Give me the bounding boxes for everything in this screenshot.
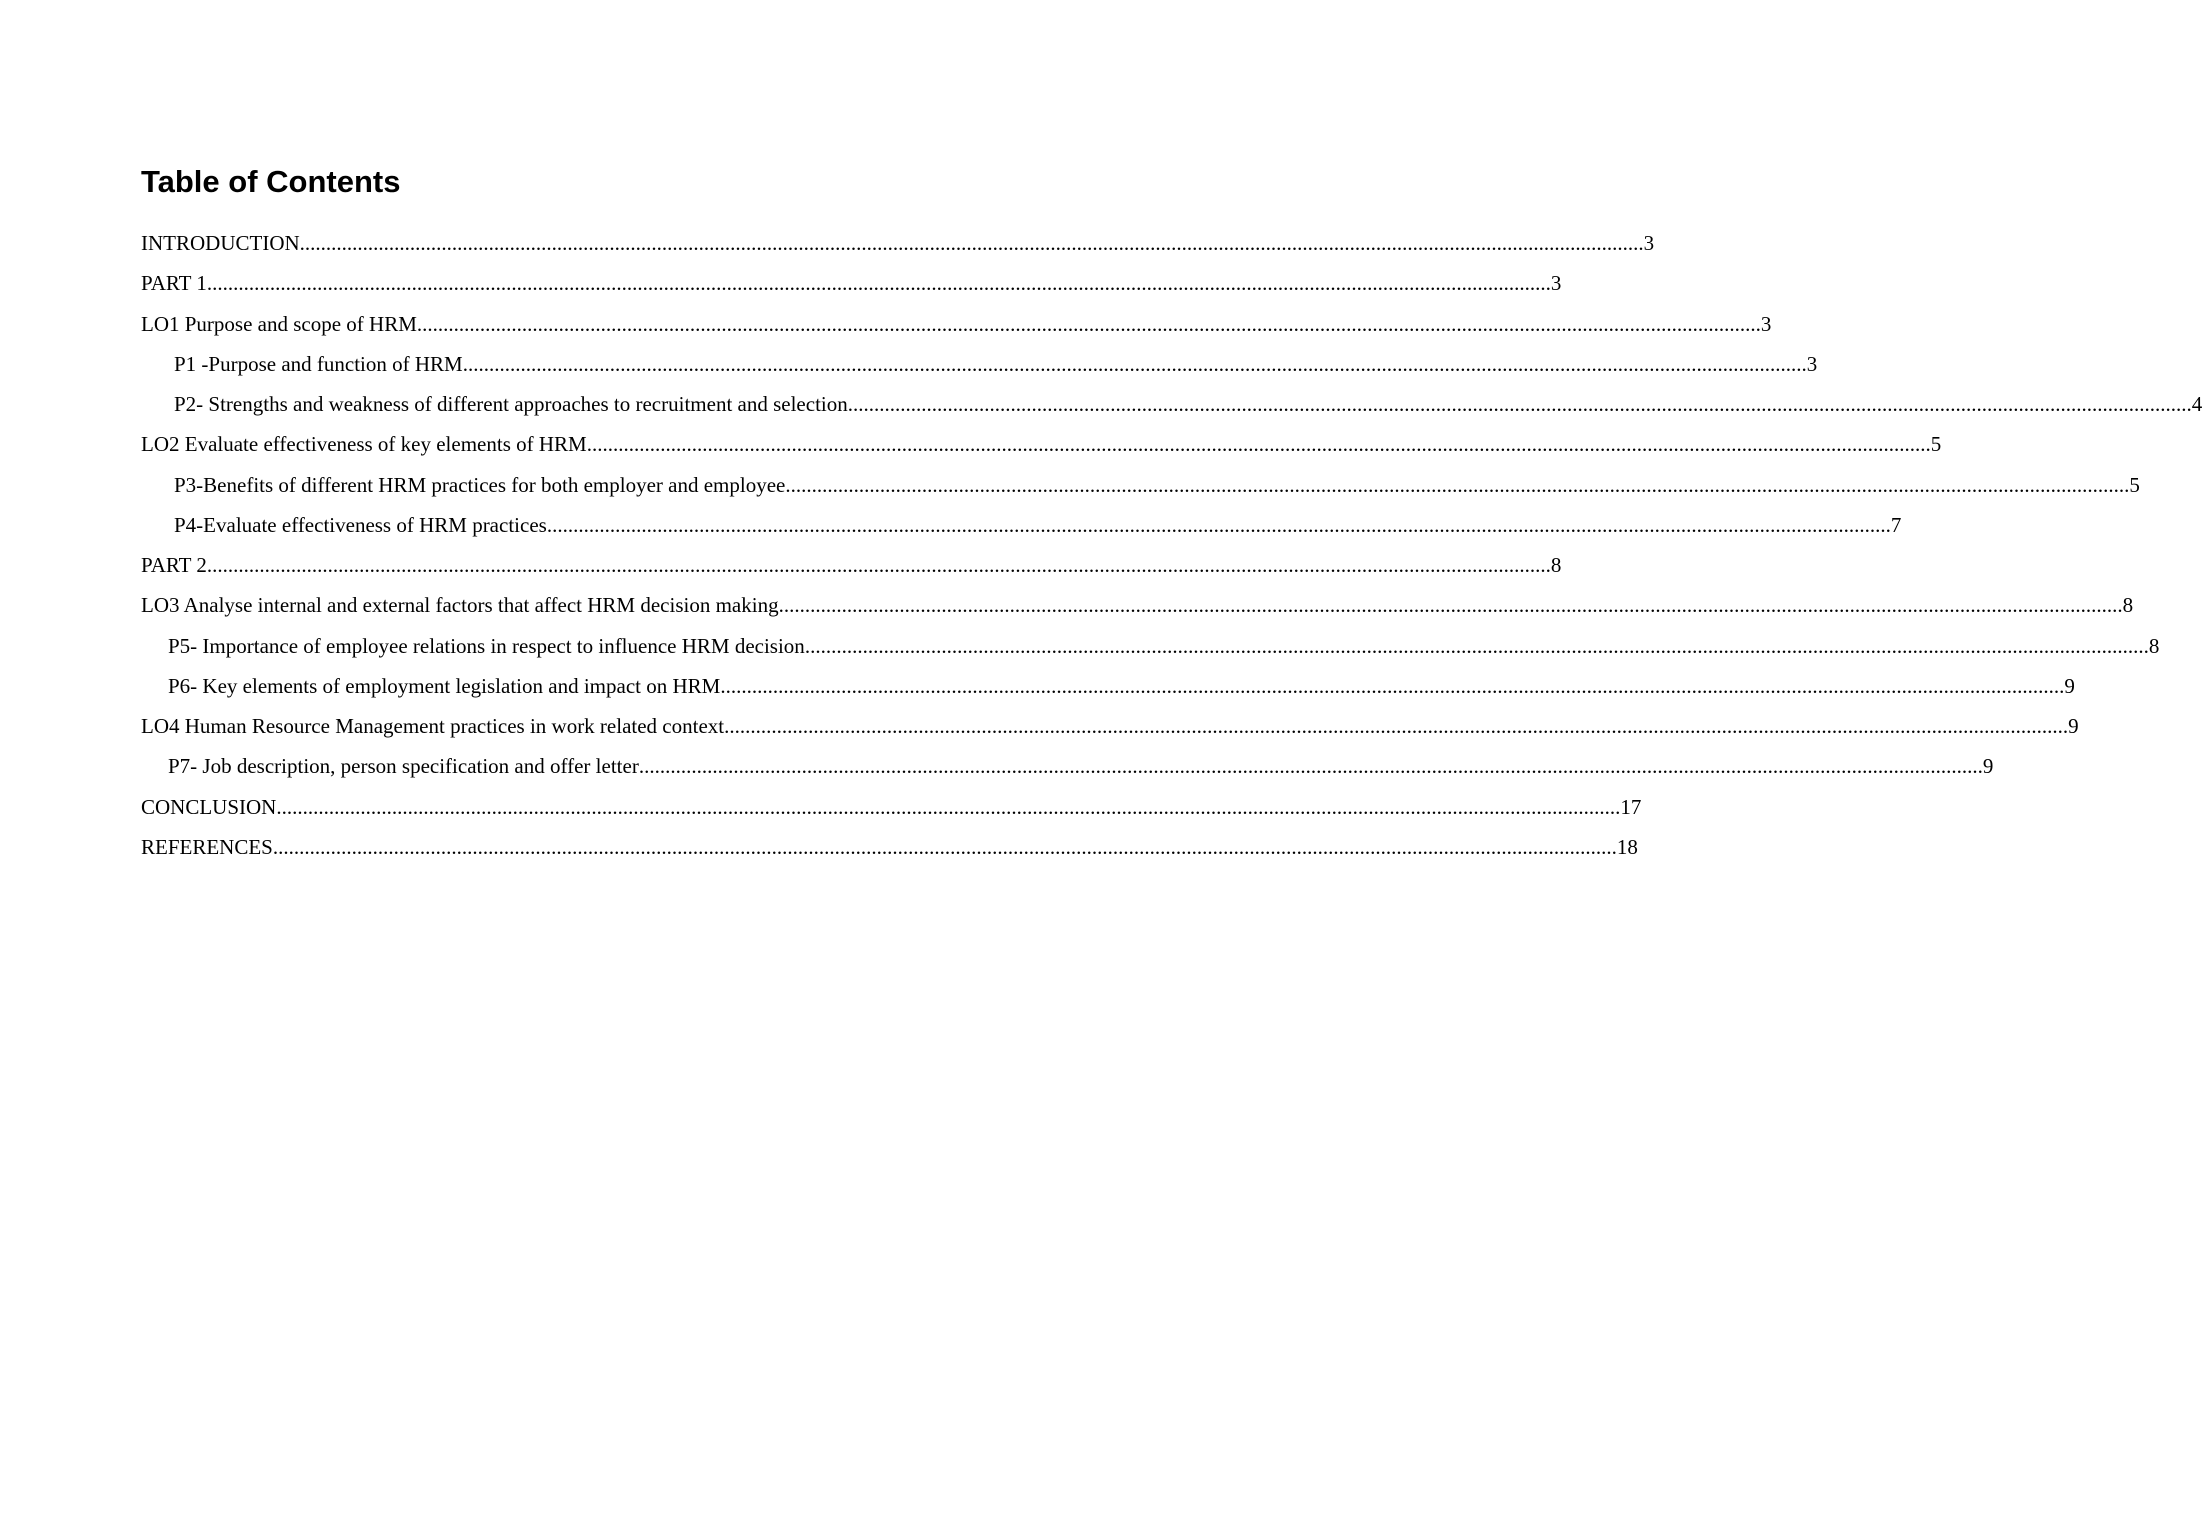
toc-dot-leader: ................................................................................................................................................................................................................................................................ bbox=[299, 231, 1644, 255]
toc-entry-introduction[interactable] bbox=[141, 229, 1655, 257]
toc-entry-text: INTRODUCTION bbox=[141, 231, 300, 255]
toc-entry-lo1[interactable] bbox=[141, 310, 1772, 338]
toc-page-number: 9 bbox=[1982, 754, 1994, 778]
toc-entry-text: P3-Benefits of different HRM practices for both employer and employee bbox=[174, 473, 786, 497]
toc-entry-lo4[interactable] bbox=[141, 712, 2079, 740]
toc-dot-leader: ................................................................................................................................................................................................................................................................ bbox=[416, 312, 1761, 336]
toc-page-number: 17 bbox=[1620, 795, 1642, 819]
toc-entry-p3[interactable] bbox=[174, 471, 2140, 499]
toc-entry-conclusion[interactable] bbox=[141, 793, 1642, 821]
toc-dot-leader: ................................................................................................................................................................................................................................................................ bbox=[206, 553, 1551, 577]
toc-entry-text: PART 2 bbox=[141, 553, 207, 577]
toc-entry-text: LO4 Human Resource Management practices in work related context bbox=[141, 714, 725, 738]
toc-entry-text: LO3 Analyse internal and external factors that affect HRM decision making bbox=[141, 593, 779, 617]
toc-page-number: 7 bbox=[1890, 513, 1902, 537]
toc-entry-text: LO1 Purpose and scope of HRM bbox=[141, 312, 417, 336]
toc-entry-part-2[interactable] bbox=[141, 551, 1562, 579]
toc-page-number: 3 bbox=[1760, 312, 1772, 336]
toc-dot-leader: ................................................................................................................................................................................................................................................................ bbox=[724, 714, 2069, 738]
toc-entry-text: CONCLUSION bbox=[141, 795, 277, 819]
toc-dot-leader: ................................................................................................................................................................................................................................................................ bbox=[272, 835, 1617, 859]
toc-page-number: 4 bbox=[2191, 392, 2202, 416]
toc-entry-text: P7- Job description, person specification and offer letter bbox=[168, 754, 639, 778]
toc-dot-leader: ................................................................................................................................................................................................................................................................ bbox=[462, 352, 1807, 376]
toc-dot-leader: ................................................................................................................................................................................................................................................................ bbox=[276, 795, 1621, 819]
toc-dot-leader: ................................................................................................................................................................................................................................................................ bbox=[546, 513, 1891, 537]
toc-dot-leader: ................................................................................................................................................................................................................................................................ bbox=[847, 392, 2192, 416]
toc-entry-p6[interactable] bbox=[168, 672, 2075, 700]
toc-heading: Table of Contents bbox=[141, 164, 401, 199]
toc-entry-text: P1 -Purpose and function of HRM bbox=[174, 352, 463, 376]
toc-dot-leader: ................................................................................................................................................................................................................................................................ bbox=[785, 473, 2130, 497]
toc-page-number: 3 bbox=[1806, 352, 1818, 376]
toc-page-number: 8 bbox=[1550, 553, 1562, 577]
toc-page-number: 8 bbox=[2122, 593, 2134, 617]
toc-page-number: 5 bbox=[1930, 432, 1942, 456]
toc-entry-lo3[interactable] bbox=[141, 591, 2134, 619]
toc-entry-p4[interactable] bbox=[174, 511, 1902, 539]
toc-entry-text: P6- Key elements of employment legislation and impact on HRM bbox=[168, 674, 721, 698]
toc-entry-text: LO2 Evaluate effectiveness of key elements of HRM bbox=[141, 432, 587, 456]
toc-entry-text: P5- Importance of employee relations in respect to influence HRM decision bbox=[168, 634, 805, 658]
toc-dot-leader: ................................................................................................................................................................................................................................................................ bbox=[804, 634, 2149, 658]
toc-page-number: 3 bbox=[1550, 271, 1562, 295]
toc-dot-leader: ................................................................................................................................................................................................................................................................ bbox=[638, 754, 1983, 778]
toc-dot-leader: ................................................................................................................................................................................................................................................................ bbox=[778, 593, 2123, 617]
toc-entry-p5[interactable] bbox=[168, 632, 2160, 660]
toc-page-number: 5 bbox=[2129, 473, 2140, 497]
toc-entry-lo2[interactable] bbox=[141, 430, 1942, 458]
toc-entry-text: PART 1 bbox=[141, 271, 207, 295]
toc-entry-text: P2- Strengths and weakness of different approaches to recruitment and selection bbox=[174, 392, 848, 416]
toc-entry-part-1[interactable] bbox=[141, 269, 1562, 297]
toc-page-number: 8 bbox=[2148, 634, 2160, 658]
toc-entry-p7[interactable] bbox=[168, 752, 1994, 780]
toc-dot-leader: ................................................................................................................................................................................................................................................................ bbox=[206, 271, 1551, 295]
toc-entry-text: REFERENCES bbox=[141, 835, 273, 859]
toc-page-number: 3 bbox=[1643, 231, 1655, 255]
toc-page-number: 18 bbox=[1616, 835, 1638, 859]
toc-page-number: 9 bbox=[2064, 674, 2075, 698]
toc-entry-text: P4-Evaluate effectiveness of HRM practices bbox=[174, 513, 547, 537]
toc-entry-p1[interactable] bbox=[174, 350, 1818, 378]
toc-dot-leader: ................................................................................................................................................................................................................................................................ bbox=[720, 674, 2065, 698]
toc-entry-p2[interactable] bbox=[174, 390, 2202, 418]
toc-entry-references[interactable] bbox=[141, 833, 1638, 861]
toc-dot-leader: ................................................................................................................................................................................................................................................................ bbox=[586, 432, 1931, 456]
toc-page-number: 9 bbox=[2068, 714, 2079, 738]
